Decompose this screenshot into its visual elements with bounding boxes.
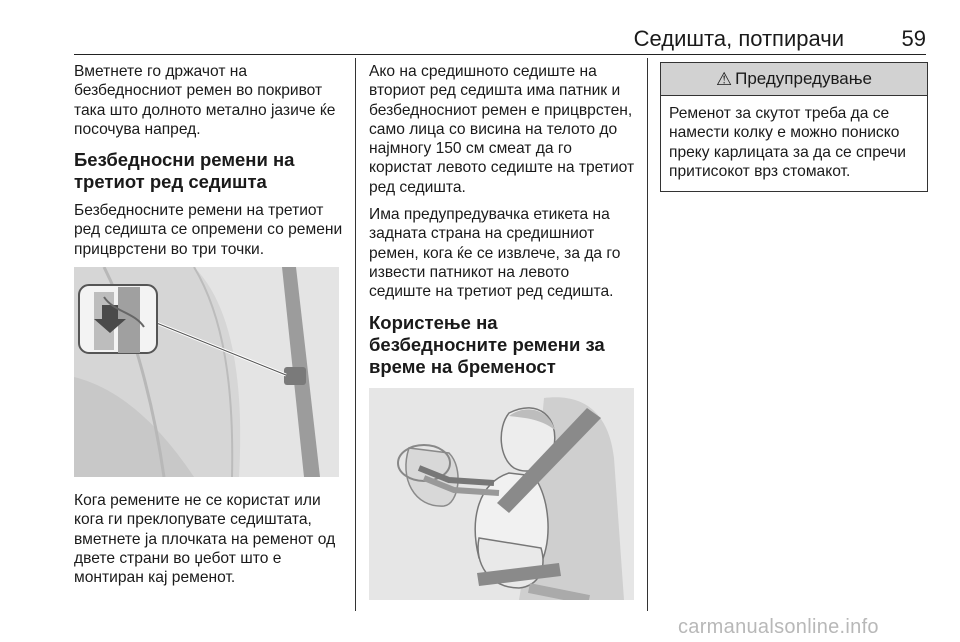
- warning-text: Ременот за скутот треба да се намести колку е можно пониско преку карлицата за да се спречи притисокот врз стомакот.: [669, 105, 906, 180]
- section-heading: Безбедносни ремени на третиот ред седишта: [74, 149, 295, 193]
- page-title: Седишта, потпирачи: [633, 26, 844, 51]
- stowing-paragraph: Кога ремените не се користат или кога ги преклопувате седиштата, вметнете ја плочката на ременот од двете страни во џебот што е монтиран кај ременот.: [74, 492, 336, 587]
- third-row-seatbelt-illustration: [74, 267, 339, 477]
- warning-title: Предупредување: [735, 69, 873, 88]
- pregnancy-seatbelt-illustration: [369, 388, 634, 600]
- column-divider: [647, 58, 648, 611]
- page-number: 59: [901, 26, 926, 51]
- column-right: [660, 62, 928, 192]
- section-paragraph: Безбедносните ремени на третиот ред седишта се опремени со ремени прицврстени во три точки.: [74, 202, 343, 258]
- column-middle: [369, 62, 635, 614]
- warning-header: [661, 63, 927, 96]
- warning-body: [661, 96, 927, 191]
- section-heading: Користење на безбедносните ремени за време на бременост: [369, 311, 605, 377]
- header-divider: [74, 54, 926, 55]
- column-divider: [355, 58, 356, 611]
- warning-triangle-icon: ⚠: [715, 68, 733, 89]
- column-left: [74, 62, 344, 596]
- warning-box: [660, 62, 928, 192]
- watermark: carmanualsonline.info: [678, 616, 879, 638]
- middle-paragraph-1: Ако на средишното седиште на вториот ред седишта има патник и безбедносниот ремен е прицврстен, само лица со висина на телото до најмногу 150 см смеат да го користат левото седиште на третиот ред седишта.: [369, 63, 635, 196]
- page-header: [74, 26, 926, 54]
- intro-paragraph: Вметнете го држачот на безбедносниот ремен во покривот така што долното метално јазиче ќе посочува напред.: [74, 63, 336, 138]
- middle-paragraph-2: Има предупредувачка етикета на задната страна на средишниот ремен, кога ќе се извлече, за да го извести патникот на левото седиште на третиот ред седишта.: [369, 206, 621, 301]
